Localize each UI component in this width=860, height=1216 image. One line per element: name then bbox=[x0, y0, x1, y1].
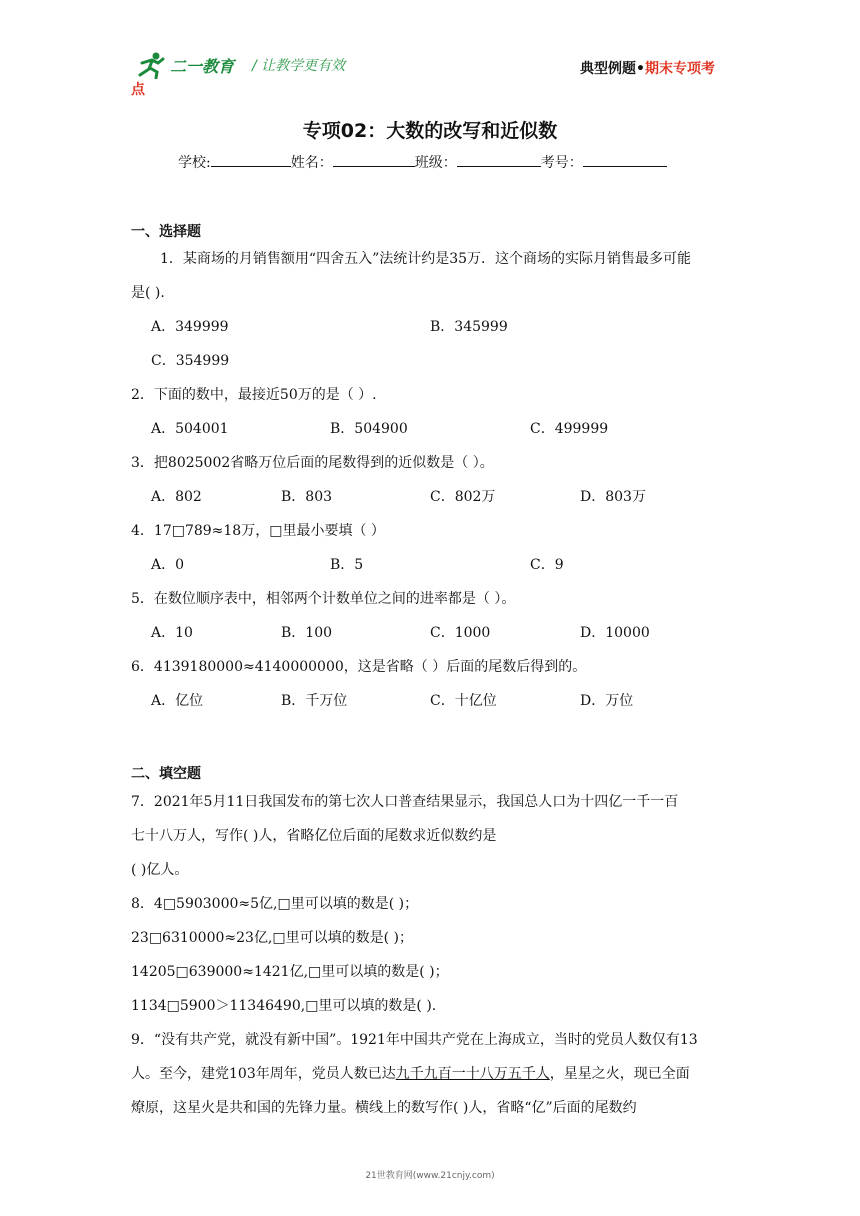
name-label: 姓名： bbox=[290, 155, 333, 171]
question-8-line-4: 1134□5900＞11346490,□里可以填的数是( ). bbox=[131, 998, 437, 1014]
question-3-option-b[interactable]: B．803 bbox=[281, 489, 333, 505]
question-5-option-b[interactable]: B．100 bbox=[281, 625, 333, 641]
question-4-option-b[interactable]: B．5 bbox=[330, 557, 364, 573]
question-2: 2．下面的数中，最接近50万的是（ ）. bbox=[131, 387, 377, 403]
question-9-line-2 bbox=[131, 1063, 690, 1083]
question-9-underlined-number: 九千九百一十八万五千人 bbox=[395, 1066, 550, 1082]
header-right-label bbox=[580, 58, 715, 78]
question-1-line-2: 是( ). bbox=[131, 285, 165, 301]
question-9-line-2-end: ，星星之火，现已全面 bbox=[549, 1066, 690, 1082]
header-topic-tail: 点 bbox=[131, 82, 145, 98]
question-2-option-b[interactable]: B．504900 bbox=[330, 421, 408, 437]
question-5-option-c[interactable]: C．1000 bbox=[430, 625, 491, 641]
question-4-option-c[interactable]: C．9 bbox=[530, 557, 564, 573]
question-1-line-1: 1．某商场的月销售额用“四舍五入”法统计约是35万．这个商场的实际月销售最多可能 bbox=[160, 251, 692, 267]
page-title: 专项02：大数的改写和近似数 bbox=[302, 120, 558, 142]
header-logo bbox=[136, 50, 345, 80]
header-slogan: / 让教学更有效 bbox=[252, 58, 346, 74]
question-1-option-a[interactable]: A．349999 bbox=[151, 319, 229, 335]
section-heading-choice: 一、选择题 bbox=[131, 224, 201, 240]
runner-logo-icon bbox=[136, 51, 166, 79]
header-topic-label: 期末专项考 bbox=[645, 61, 715, 77]
question-6-option-b[interactable]: B．千万位 bbox=[281, 693, 348, 709]
exam-no-label: 考号： bbox=[540, 155, 583, 171]
question-9-line-2-start: 人。至今，建党103年周年，党员人数已达 bbox=[131, 1066, 396, 1082]
question-7-line-1: 7．2021年5月11日我国发布的第七次人口普查结果显示，我国总人口为十四亿一千一百 bbox=[131, 794, 679, 810]
exam-no-blank[interactable] bbox=[583, 152, 667, 167]
question-5-option-d[interactable]: D．10000 bbox=[580, 625, 650, 641]
question-4-option-a[interactable]: A．0 bbox=[151, 557, 185, 573]
logo-text: 二一教育 bbox=[170, 56, 235, 76]
question-7-line-2: 七十八万人，写作( )人，省略亿位后面的尾数求近似数约是 bbox=[131, 828, 497, 844]
question-2-option-a[interactable]: A．504001 bbox=[151, 421, 229, 437]
school-label: 学校: bbox=[178, 155, 211, 171]
header-type-label: 典型例题• bbox=[580, 61, 645, 77]
class-blank[interactable] bbox=[457, 152, 541, 167]
question-8-line-3: 14205□639000≈1421亿,□里可以填的数是( )； bbox=[131, 964, 449, 980]
question-3-option-a[interactable]: A．802 bbox=[151, 489, 202, 505]
question-6: 6．4139180000≈4140000000，这是省略（ ）后面的尾数后得到的。 bbox=[131, 659, 587, 675]
question-8-line-1: 8．4□5903000≈5亿,□里可以填的数是( )； bbox=[131, 896, 419, 912]
question-8-line-2: 23□6310000≈23亿,□里可以填的数是( )； bbox=[131, 930, 413, 946]
question-4: 4．17□789≈18万，□里最小要填（ ） bbox=[131, 523, 385, 539]
question-6-option-c[interactable]: C．十亿位 bbox=[430, 693, 497, 709]
student-info-line bbox=[178, 152, 667, 172]
question-6-option-d[interactable]: D．万位 bbox=[580, 693, 634, 709]
school-blank[interactable] bbox=[211, 152, 291, 167]
question-1-option-b[interactable]: B．345999 bbox=[430, 319, 508, 335]
question-2-option-c[interactable]: C．499999 bbox=[530, 421, 609, 437]
class-label: 班级： bbox=[414, 155, 457, 171]
section-heading-fill: 二、填空题 bbox=[131, 766, 201, 782]
question-3-option-d[interactable]: D．803万 bbox=[580, 489, 646, 505]
question-3: 3．把8025002省略万位后面的尾数得到的近似数是（ ）。 bbox=[131, 455, 494, 471]
page-footer: 21世教育网(www.21cnjy.com) bbox=[365, 1171, 495, 1181]
question-9-line-3: 燎原，这星火是共和国的先锋力量。横线上的数写作( )人，省略“亿”后面的尾数约 bbox=[131, 1100, 637, 1116]
question-6-option-a[interactable]: A．亿位 bbox=[151, 693, 204, 709]
question-9-line-1: 9．“没有共产党，就没有新中国”。1921年中国共产党在上海成立，当时的党员人数仅有13 bbox=[131, 1032, 698, 1048]
question-3-option-c[interactable]: C．802万 bbox=[430, 489, 496, 505]
question-5: 5．在数位顺序表中，相邻两个计数单位之间的进率都是（ ）。 bbox=[131, 591, 516, 607]
name-blank[interactable] bbox=[333, 152, 415, 167]
question-1-option-c[interactable]: C．354999 bbox=[151, 353, 230, 369]
question-5-option-a[interactable]: A．10 bbox=[151, 625, 193, 641]
question-7-line-3: ( )亿人。 bbox=[131, 862, 189, 878]
